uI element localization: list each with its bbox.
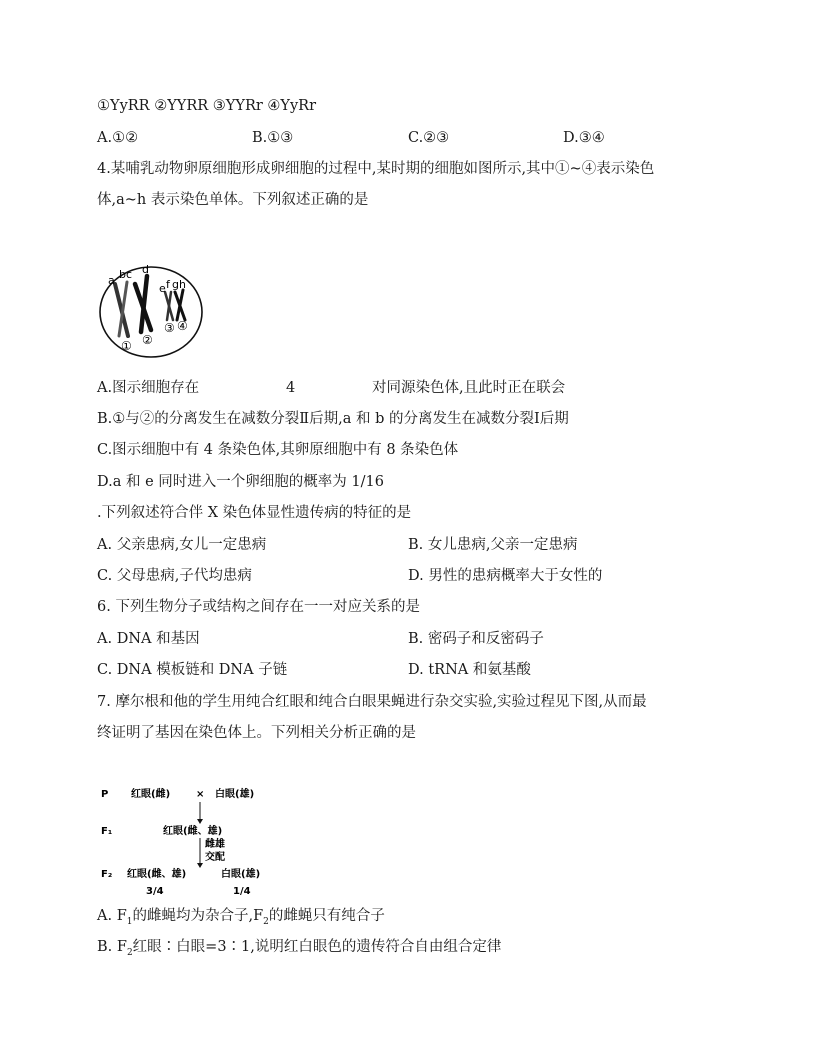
q7-option-a-sub-2: 2 bbox=[263, 916, 269, 927]
q7-option-a-text-1: A. F bbox=[97, 908, 127, 924]
label-h: h bbox=[179, 278, 186, 291]
q6-option-d: D. tRNA 和氨基酸 bbox=[408, 662, 531, 678]
q6-option-c: C. DNA 模板链和 DNA 子链 bbox=[97, 662, 288, 678]
q4-option-b: B.①与②的分离发生在减数分裂Ⅱ后期,a 和 b 的分离发生在减数分裂Ⅰ后期 bbox=[97, 411, 569, 427]
label-2: ② bbox=[142, 333, 153, 347]
mating-label-2: 交配 bbox=[205, 852, 225, 863]
q7-option-a bbox=[97, 906, 385, 932]
q7-option-a-text-3: 的雌蝇只有纯合子 bbox=[268, 908, 385, 924]
q4-option-a-part1: A.图示细胞存在 bbox=[97, 380, 200, 396]
q3-option-a: A.①② bbox=[97, 130, 139, 146]
q7-option-a-sub-1: 1 bbox=[126, 916, 133, 927]
q6-option-a: A. DNA 和基因 bbox=[97, 631, 200, 647]
q4-option-d: D.a 和 e 同时进入一个卵细胞的概率为 1/16 bbox=[97, 474, 384, 490]
q4-option-a-part3: 对同源染色体,且此时正在联会 bbox=[372, 380, 566, 396]
q3-option-c: C.②③ bbox=[408, 130, 450, 146]
generation-f2-label: F₂ bbox=[101, 869, 113, 880]
genotype-list: ①YyRR ②YYRR ③YYRr ④YyRr bbox=[97, 98, 317, 114]
label-4: ④ bbox=[177, 319, 188, 333]
cross-diagram bbox=[97, 780, 297, 898]
q3-option-b: B.①③ bbox=[252, 130, 294, 146]
generation-p-label: P bbox=[101, 789, 109, 800]
mating-label-1: 雌雄 bbox=[205, 839, 225, 850]
p-red-eye-female: 红眼(雌) bbox=[131, 789, 171, 800]
q4-option-a-part2: 4 bbox=[286, 380, 296, 396]
q4-stem-line2: 体,a~h 表示染色单体。下列叙述正确的是 bbox=[97, 192, 369, 208]
label-3: ③ bbox=[164, 321, 175, 335]
q7-option-b-text-2: 红眼∶白眼=3∶1,说明红白眼色的遗传符合自由组合定律 bbox=[132, 939, 502, 955]
cell-chromosome-figure bbox=[97, 262, 207, 362]
q5-option-c: C. 父母患病,子代均患病 bbox=[97, 568, 252, 584]
q6-stem: 6. 下列生物分子或结构之间存在一一对应关系的是 bbox=[97, 599, 420, 615]
q7-option-b-sub-1: 2 bbox=[126, 947, 133, 958]
label-e: e bbox=[159, 282, 166, 295]
f1-red-eye: 红眼(雌、雄) bbox=[163, 826, 223, 837]
q5-option-a: A. 父亲患病,女儿一定患病 bbox=[97, 537, 267, 553]
label-b: b bbox=[119, 268, 126, 281]
q4-stem-line1: 4.某哺乳动物卵原细胞形成卵细胞的过程中,某时期的细胞如图所示,其中①~④表示染色 bbox=[97, 161, 655, 177]
q4-option-c: C.图示细胞中有 4 条染色体,其卵原细胞中有 8 条染色体 bbox=[97, 442, 459, 458]
q3-option-d: D.③④ bbox=[563, 130, 605, 146]
q7-option-b-text-1: B. F bbox=[97, 939, 127, 955]
ratio-white: 1/4 bbox=[233, 886, 251, 897]
q6-option-b: B. 密码子和反密码子 bbox=[408, 631, 544, 647]
label-1: ① bbox=[121, 339, 132, 353]
q7-stem-line1: 7. 摩尔根和他的学生用纯合红眼和纯合白眼果蝇进行杂交实验,实验过程见下图,从而最 bbox=[97, 694, 647, 710]
generation-f1-label: F₁ bbox=[101, 826, 113, 837]
label-g: g bbox=[172, 278, 179, 291]
label-f: f bbox=[166, 278, 170, 291]
label-d: d bbox=[142, 263, 149, 276]
label-a: a bbox=[108, 274, 115, 287]
cross-sign: × bbox=[196, 789, 205, 800]
p-white-eye-male: 白眼(雄) bbox=[215, 789, 255, 800]
q7-option-a-text-2: 的雌蝇均为杂合子,F bbox=[132, 908, 264, 924]
ratio-red: 3/4 bbox=[146, 886, 164, 897]
f2-white-eye: 白眼(雄) bbox=[221, 869, 261, 880]
q7-stem-line2: 终证明了基因在染色体上。下列相关分析正确的是 bbox=[97, 725, 416, 741]
q5-stem: .下列叙述符合伴 X 染色体显性遗传病的特征的是 bbox=[97, 505, 412, 521]
q5-option-d: D. 男性的患病概率大于女性的 bbox=[408, 568, 603, 584]
q7-option-b bbox=[97, 937, 501, 963]
f2-red-eye: 红眼(雌、雄) bbox=[127, 869, 187, 880]
q5-option-b: B. 女儿患病,父亲一定患病 bbox=[408, 537, 578, 553]
label-c: c bbox=[126, 268, 133, 281]
